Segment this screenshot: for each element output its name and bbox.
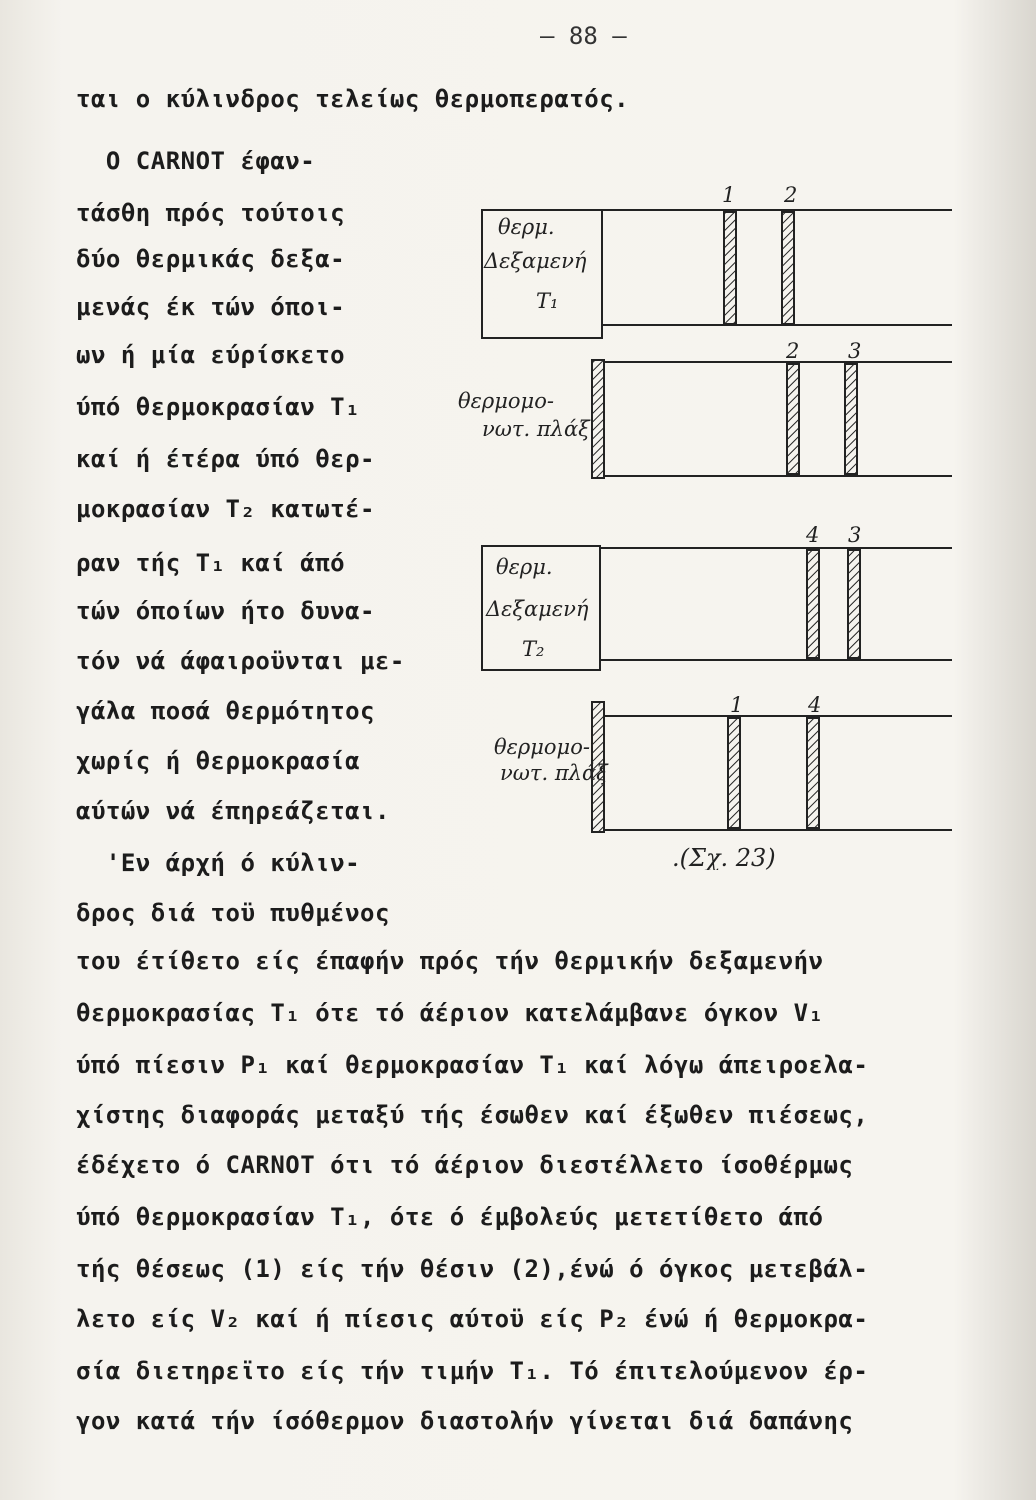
piston: [724, 212, 736, 324]
figure-label: θερμ.: [498, 215, 555, 239]
text-line: ται ο κύλινδρος τελείως θερμοπερατός.: [76, 85, 630, 113]
piston-number: 3: [848, 339, 862, 363]
piston-number: 1: [730, 693, 744, 717]
text-line: ύπό θερμοκρασίαν T₁: [76, 393, 361, 421]
piston-number: 1: [722, 183, 736, 207]
text-line: 'Εν άρχή ό κύλιν-: [76, 849, 361, 877]
text-line: γον κατά τήν ίσόθερμον διαστολήν γίνεται διά δαπάνης: [76, 1407, 854, 1435]
figure-label: T₂: [522, 637, 545, 661]
piston: [848, 550, 860, 658]
text-line: χωρίς ή θερμοκρασία: [76, 747, 361, 775]
text-line: δρος διά τοϋ πυθμένος: [76, 899, 390, 927]
cylinder-stage-4: [592, 702, 952, 832]
piston-number: 4: [806, 523, 820, 547]
figure-label: Δεξαμενή: [486, 597, 589, 621]
figure-label: Δεξαμενή: [484, 249, 587, 273]
text-line: τής θέσεως (1) είς τήν θέσιν (2),ένώ ό όγκος μετεβάλ-: [76, 1255, 869, 1283]
text-line: Ο CARNOT έφαν-: [76, 147, 316, 175]
piston: [807, 718, 819, 828]
piston-number: 4: [808, 693, 822, 717]
text-line: καί ή έτέρα ύπό θερ-: [76, 445, 375, 473]
text-line: θερμοκρασίας T₁ ότε τό άέριον κατελάμβανε όγκον V₁: [76, 999, 824, 1027]
figure-label: νωτ. πλάξ: [482, 417, 590, 441]
piston-number: 2: [786, 339, 800, 363]
text-line: τόν νά άφαιροϋνται με-: [76, 647, 405, 675]
text-line: ων ή μία εύρίσκετο: [76, 341, 346, 369]
piston: [807, 550, 819, 658]
text-line: μοκρασίαν T₂ κατωτέ-: [76, 495, 375, 523]
text-line: μενάς έκ τών όποι-: [76, 293, 346, 321]
text-line: γάλα ποσά θερμότητος: [76, 697, 375, 725]
piston: [782, 212, 794, 324]
text-line: αύτών νά έπηρεάζεται.: [76, 797, 390, 825]
figure-label: θερμομο-: [458, 389, 554, 413]
text-line: τών όποίων ήτο δυνα-: [76, 597, 375, 625]
piston-number: 2: [784, 183, 798, 207]
piston: [845, 364, 857, 474]
text-line: έδέχετο ό CARNOT ότι τό άέριον διεστέλλετο ίσοθέρμως: [76, 1151, 854, 1179]
cylinder-stage-2: [592, 360, 952, 478]
figure-label: θερμ.: [496, 555, 553, 579]
text-line: ραν τής T₁ καί άπό: [76, 549, 346, 577]
carnot-cycle-figure: [452, 180, 952, 870]
piston: [728, 718, 740, 828]
piston: [787, 364, 799, 474]
text-line: ύπό θερμοκρασίαν T₁, ότε ό έμβολεύς μετετίθετο άπό: [76, 1203, 824, 1231]
text-line: του έτίθετο είς έπαφήν πρός τήν θερμικήν δεξαμενήν: [76, 947, 824, 975]
piston-number: 3: [848, 523, 862, 547]
figure-label: νωτ. πλάξ: [500, 761, 608, 785]
figure-label: θερμομο-: [494, 735, 590, 759]
figure-caption: .(Σχ. 23): [672, 844, 776, 870]
text-line: ύπό πίεσιν P₁ καί θερμοκρασίαν T₁ καί λόγω άπειροελα-: [76, 1051, 869, 1079]
figure-label: T₁: [536, 289, 559, 313]
text-line: λετο είς V₂ καί ή πίεσις αύτοϋ είς P₂ ένώ ή θερμοκρα-: [76, 1305, 869, 1333]
page-number: – 88 –: [540, 22, 627, 50]
insulating-plate: [592, 360, 604, 478]
text-line: δύο θερμικάς δεξα-: [76, 245, 346, 273]
text-line: σία διετηρεϊτο είς τήν τιμήν T₁. Τό έπιτελούμενον έρ-: [76, 1357, 869, 1385]
text-line: χίστης διαφοράς μεταξύ τής έσωθεν καί έξωθεν πιέσεως,: [76, 1101, 869, 1129]
text-line: τάσθη πρός τούτοις: [76, 199, 346, 227]
